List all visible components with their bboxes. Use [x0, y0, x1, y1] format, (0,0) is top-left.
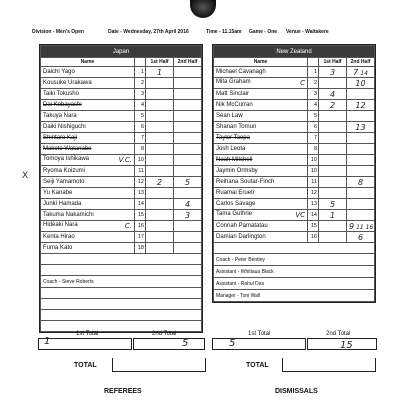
japan-player-number: 15	[135, 210, 146, 221]
japan-player-name: Fuma Kato	[41, 243, 135, 254]
japan-player-name: Ryoma Koizumi	[41, 166, 135, 177]
nz-player-name: Sean Law	[214, 111, 308, 122]
japan-player-number: 2	[135, 78, 146, 89]
japan-second-half-score	[174, 221, 202, 232]
japan-player-name: Junki Hamada	[41, 199, 135, 210]
japan-first-half-score	[146, 78, 174, 89]
nz-player-row	[214, 232, 375, 243]
japan-second-half-score	[174, 243, 202, 254]
nz-first-half-score: 3	[319, 67, 347, 78]
japan-second-half-score	[174, 133, 202, 144]
japan-player-row	[41, 89, 202, 100]
japan-col-second-half: 2nd Half	[174, 58, 202, 67]
nz-player-rows	[214, 67, 375, 243]
japan-player-name: Takuya Nara	[41, 111, 135, 122]
nz-player-row	[214, 166, 375, 177]
nz-player-name: Shanan Tomuri	[214, 122, 308, 133]
japan-blank-row	[41, 265, 202, 276]
japan-player-number: 1	[135, 67, 146, 78]
nz-second-total-value: 15	[340, 340, 353, 351]
nz-first-half-score	[319, 166, 347, 177]
nz-player-number: 5	[308, 111, 319, 122]
japan-player-number: 3	[135, 89, 146, 100]
japan-player-row	[41, 155, 202, 166]
japan-first-half-score	[146, 210, 174, 221]
japan-second-half-score	[174, 155, 202, 166]
japan-first-half-score	[146, 111, 174, 122]
japan-first-half-score	[146, 155, 174, 166]
nz-first-half-score	[319, 232, 347, 243]
japan-player-name: Taiki Tokusho	[41, 89, 135, 100]
japan-coach: Coach - Steve Roberts	[41, 276, 202, 288]
japan-player-number: 8	[135, 144, 146, 155]
japan-first-half-score	[146, 243, 174, 254]
nz-player-name: Carlos Savage	[214, 199, 308, 210]
japan-second-total-box	[133, 338, 205, 350]
nz-player-number: 11	[308, 177, 319, 188]
nz-first-total-value: 5	[229, 338, 236, 349]
nz-second-half-score: 10	[347, 78, 375, 89]
nz-first-total-label: 1st Total	[248, 331, 271, 337]
japan-player-number: 13	[135, 188, 146, 199]
game-text: Game - One	[249, 29, 278, 35]
nz-second-half-score	[347, 133, 375, 144]
nz-second-half-score	[347, 111, 375, 122]
referees-heading: REFEREES	[104, 388, 142, 395]
nz-player-row	[214, 155, 375, 166]
nz-second-half-score	[347, 199, 375, 210]
japan-player-number: 12	[135, 177, 146, 188]
japan-second-half-score	[174, 100, 202, 111]
japan-player-number: 18	[135, 243, 146, 254]
japan-captain-annotation: C.	[124, 222, 132, 230]
nz-second-half-score	[347, 188, 375, 199]
nz-player-name: Mita Graham C	[214, 78, 308, 89]
nz-captain-annotation: C	[300, 79, 305, 87]
japan-player-number: 11	[135, 166, 146, 177]
nz-player-name: Matt Sinclair	[214, 89, 308, 100]
japan-second-half-score	[174, 166, 202, 177]
japan-first-half-score	[146, 199, 174, 210]
nz-second-half-score: 6	[347, 232, 375, 243]
japan-player-row	[41, 100, 202, 111]
nz-player-row	[214, 177, 375, 188]
japan-player-name: Tomoya Ishikawa V.C.	[41, 155, 135, 166]
nz-first-half-score	[319, 155, 347, 166]
japan-blank-row	[41, 254, 202, 265]
nz-player-row	[214, 199, 375, 210]
nz-player-name: Damian Darlington	[214, 232, 308, 243]
japan-player-name: Daiki Nishiguchi	[41, 122, 135, 133]
japan-player-number: 5	[135, 111, 146, 122]
japan-blank-row	[41, 321, 202, 332]
japan-player-row	[41, 210, 202, 221]
nz-player-number: 12	[308, 188, 319, 199]
nz-player-row	[214, 100, 375, 111]
japan-first-half-score: 1	[146, 67, 174, 78]
japan-blank-row	[41, 299, 202, 310]
margin-handwritten-mark: X	[22, 171, 29, 181]
nz-first-half-score	[319, 144, 347, 155]
nz-assistant-1: Assistant - Whitiaua Black	[214, 266, 375, 278]
japan-player-number: 7	[135, 133, 146, 144]
nz-player-name: Nik McCurran	[214, 100, 308, 111]
nz-first-half-score	[319, 111, 347, 122]
nz-second-half-score: 13	[347, 122, 375, 133]
nz-player-row	[214, 133, 375, 144]
nz-player-number: 1	[308, 67, 319, 78]
japan-second-half-score: 3	[174, 210, 202, 221]
nz-second-total-label: 2nd Total	[326, 331, 351, 337]
nz-second-half-score: 7 14	[347, 67, 375, 78]
japan-col-name: Name	[41, 58, 135, 67]
japan-blank-row	[41, 310, 202, 321]
nz-col-number	[308, 58, 319, 67]
japan-second-half-score	[174, 78, 202, 89]
nz-player-number: 3	[308, 89, 319, 100]
japan-first-half-score	[146, 166, 174, 177]
nz-first-half-score	[319, 78, 347, 89]
date-text: Date - Wednesday, 27th April 2016	[108, 29, 189, 35]
nz-first-total-box	[212, 338, 306, 350]
nz-first-half-score	[319, 133, 347, 144]
nz-player-number: 8	[308, 144, 319, 155]
nz-second-half-score: 9 11 16	[347, 221, 375, 232]
japan-player-name: Dai Kobayashi	[41, 100, 135, 111]
japan-second-half-score	[174, 188, 202, 199]
japan-player-row	[41, 243, 202, 254]
japan-player-name: Yu Kanabe	[41, 188, 135, 199]
japan-player-number: 6	[135, 122, 146, 133]
nz-player-row	[214, 67, 375, 78]
japan-first-total-value: 1	[44, 336, 51, 347]
nz-col-name: Name	[214, 58, 308, 67]
nz-second-half-score	[347, 89, 375, 100]
japan-player-row	[41, 166, 202, 177]
japan-first-half-score	[146, 133, 174, 144]
nz-player-row	[214, 122, 375, 133]
japan-first-total-label: 1st Total	[76, 331, 99, 337]
japan-col-first-half: 1st Half	[146, 58, 174, 67]
japan-player-row	[41, 221, 202, 232]
japan-total-field	[112, 358, 206, 372]
time-text: Time - 11.15am	[206, 29, 242, 35]
nz-player-number: 6	[308, 122, 319, 133]
nz-manager: Manager - Toni Wall	[214, 290, 375, 302]
japan-player-number: 17	[135, 232, 146, 243]
nz-player-name: Noah Mitchell	[214, 155, 308, 166]
japan-total-label: TOTAL	[74, 362, 97, 369]
japan-player-number: 10	[135, 155, 146, 166]
venue-text: Venue - Waitakere	[286, 29, 329, 35]
japan-first-half-score	[146, 122, 174, 133]
japan-player-row	[41, 122, 202, 133]
japan-player-name: Daichi Yago	[41, 67, 135, 78]
japan-second-half-score: 5	[174, 177, 202, 188]
japan-first-half-score	[146, 232, 174, 243]
nz-player-name: Taylor Taepa	[214, 133, 308, 144]
nz-second-half-score	[347, 210, 375, 221]
japan-player-name: Seiji Yamamoto	[41, 177, 135, 188]
nz-total-field	[282, 358, 376, 372]
japan-team-header: Japan	[41, 46, 202, 58]
nz-total-label: TOTAL	[246, 362, 269, 369]
japan-player-row	[41, 67, 202, 78]
nz-col-first-half: 1st Half	[319, 58, 347, 67]
japan-player-row	[41, 188, 202, 199]
nz-second-half-score	[347, 166, 375, 177]
japan-second-total-value: 5	[182, 338, 189, 349]
japan-first-half-score: 2	[146, 177, 174, 188]
japan-second-half-score	[174, 122, 202, 133]
japan-first-half-score	[146, 89, 174, 100]
nz-player-number: 13	[308, 199, 319, 210]
japan-player-name: Hideaki Nara C.	[41, 221, 135, 232]
nz-extra-score-mark: 14	[360, 69, 368, 77]
nz-player-name: Tama Guthrie VC	[214, 210, 308, 221]
nz-blank-row	[214, 243, 375, 254]
nz-first-half-score: 1	[319, 210, 347, 221]
japan-player-row	[41, 177, 202, 188]
japan-second-half-score	[174, 111, 202, 122]
japan-player-number: 14	[135, 199, 146, 210]
nz-player-number: 16	[308, 232, 319, 243]
nz-player-row	[214, 89, 375, 100]
japan-player-name: Makoto Watanabe	[41, 144, 135, 155]
japan-player-name: Takuma Nakamichi	[41, 210, 135, 221]
nz-player-number: 15	[308, 221, 319, 232]
nz-player-number: 2	[308, 78, 319, 89]
japan-first-half-score	[146, 144, 174, 155]
nz-player-name: Connah Pamatatau	[214, 221, 308, 232]
nz-captain-annotation: VC	[295, 211, 305, 219]
japan-second-total-label: 2nd Total	[152, 331, 177, 337]
japan-team-sheet	[39, 44, 203, 333]
nz-player-name: Ruamai Erueti	[214, 188, 308, 199]
nz-player-row	[214, 221, 375, 232]
nz-col-second-half: 2nd Half	[347, 58, 375, 67]
japan-player-row	[41, 199, 202, 210]
japan-second-half-score	[174, 232, 202, 243]
nz-first-half-score	[319, 221, 347, 232]
nz-second-half-score: 8	[347, 177, 375, 188]
japan-captain-annotation: V.C.	[118, 156, 132, 164]
japan-second-half-score	[174, 144, 202, 155]
japan-col-number	[135, 58, 146, 67]
nz-player-number: 10	[308, 166, 319, 177]
japan-first-half-score	[146, 188, 174, 199]
dismissals-heading: DISMISSALS	[275, 388, 318, 395]
nz-player-name: Michael Cavanagh	[214, 67, 308, 78]
japan-player-number: 4	[135, 100, 146, 111]
nz-player-name: Reihana Soutar-Finch	[214, 177, 308, 188]
japan-player-row	[41, 78, 202, 89]
nz-first-half-score: 4	[319, 89, 347, 100]
nz-player-number: 10	[308, 155, 319, 166]
nz-player-number: 4	[308, 100, 319, 111]
japan-player-rows	[41, 67, 202, 254]
japan-first-total-box	[38, 338, 132, 350]
nz-second-half-score	[347, 144, 375, 155]
nz-first-half-score: 5	[319, 199, 347, 210]
japan-player-row	[41, 144, 202, 155]
nz-player-name: Josh Leota	[214, 144, 308, 155]
division-text: Division - Men's Open	[32, 29, 85, 35]
nz-player-number: 7	[308, 133, 319, 144]
nz-second-half-score: 12	[347, 100, 375, 111]
nz-first-half-score	[319, 188, 347, 199]
japan-first-half-score	[146, 100, 174, 111]
nz-player-row	[214, 111, 375, 122]
tournament-logo	[190, 0, 216, 18]
nz-team-sheet	[212, 44, 376, 303]
nz-first-half-score: 2	[319, 100, 347, 111]
nz-team-header: New Zealand	[214, 46, 375, 58]
nz-player-row	[214, 210, 375, 221]
japan-player-row	[41, 133, 202, 144]
nz-player-number: 14	[308, 210, 319, 221]
japan-player-name: Kousuke Urakawa	[41, 78, 135, 89]
japan-first-half-score	[146, 221, 174, 232]
japan-player-row	[41, 111, 202, 122]
japan-second-half-score	[174, 89, 202, 100]
japan-second-half-score	[174, 67, 202, 78]
nz-first-half-score	[319, 122, 347, 133]
japan-player-row	[41, 232, 202, 243]
japan-second-half-score: 4	[174, 199, 202, 210]
nz-first-half-score	[319, 177, 347, 188]
nz-extra-score-mark: 11 16	[356, 223, 374, 231]
japan-player-name: Kenta Hirao	[41, 232, 135, 243]
nz-assistant-2: Assistant - Rahul Das	[214, 278, 375, 290]
nz-player-row	[214, 144, 375, 155]
nz-coach: Coach - Peter Bentley	[214, 254, 375, 266]
japan-player-name: Shintaro Kaji	[41, 133, 135, 144]
japan-player-number: 16	[135, 221, 146, 232]
nz-player-row	[214, 78, 375, 89]
nz-player-name: Jaymin Ormsby	[214, 166, 308, 177]
nz-second-half-score	[347, 155, 375, 166]
nz-player-row	[214, 188, 375, 199]
japan-blank-row	[41, 288, 202, 299]
